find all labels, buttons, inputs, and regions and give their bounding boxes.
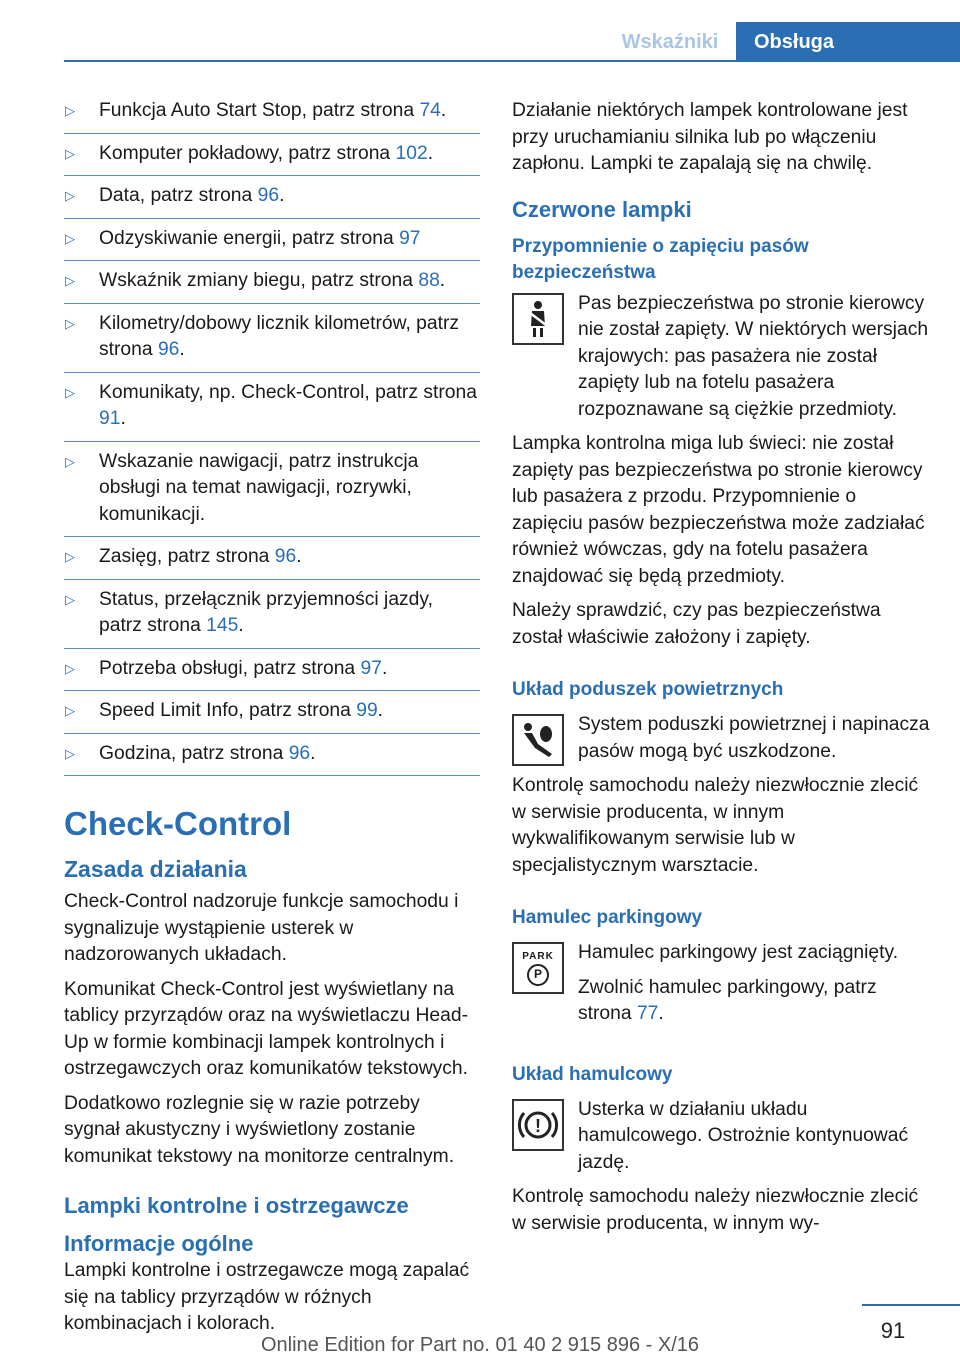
paragraph: Zwolnić hamulec parkingowy, patrz strona 77. xyxy=(578,976,877,1024)
page-reference-link[interactable]: 77 xyxy=(636,1003,659,1024)
right-column xyxy=(512,98,930,1245)
bullet-triangle-icon: ▷ xyxy=(65,273,75,288)
list-item: ▷ Komputer pokładowy, patrz strona 102. xyxy=(64,141,480,177)
header-rule xyxy=(64,60,960,62)
paragraph: Należy sprawdzić, czy pas bezpieczeństwa został właściwie założony i zapięty. xyxy=(512,600,881,648)
bullet-triangle-icon: ▷ xyxy=(65,145,75,161)
list-item: ▷ Komunikaty, np. Check-Control, patrz strona 91. xyxy=(64,380,480,442)
left-column xyxy=(64,98,480,1346)
bullet-triangle-icon: ▷ xyxy=(65,703,75,718)
page-reference-link[interactable]: 96 xyxy=(257,185,280,206)
brake-system-indicator-block xyxy=(512,1097,930,1185)
list-item: ▷ Potrzeba obsługi, patrz strona 97. xyxy=(64,656,480,692)
paragraph: Usterka w działaniu układu hamulcowego. Ostrożnie kontynuować jazdę. xyxy=(578,1098,909,1173)
list-item: ▷ Kilometry/dobowy licznik kilometrów, patrz strona 96. xyxy=(64,311,480,373)
heading-hamulec-parkingowy: Hamulec parkingowy xyxy=(512,907,703,928)
list-item: ▷ Wskaźnik zmiany biegu, patrz strona 88. xyxy=(64,268,480,304)
list-item: ▷ Funkcja Auto Start Stop, patrz strona 74. xyxy=(64,98,480,134)
page-reference-link[interactable]: 91 xyxy=(99,408,121,429)
page-number: 91 xyxy=(880,1318,906,1343)
heading-przypomnienie-pasow: Przypomnienie o zapięciu pasów bezpieczeństwa xyxy=(512,235,809,283)
heading-check-control: Check-Control xyxy=(64,805,292,842)
seatbelt-indicator-block xyxy=(512,291,930,432)
bullet-triangle-icon: ▷ xyxy=(65,660,75,676)
header-section-tab: Wskaźniki xyxy=(621,31,719,53)
bullet-triangle-icon: ▷ xyxy=(65,384,75,400)
airbag-indicator-block xyxy=(512,712,930,773)
paragraph: Kontrolę samochodu należy niezwłocznie zlecić w serwisie producenta, w innym wy- xyxy=(512,1186,919,1234)
header-chapter-tab: Obsługa xyxy=(736,22,960,60)
bullet-triangle-icon: ▷ xyxy=(65,315,75,331)
footer-rule xyxy=(862,1304,960,1306)
page-reference-link[interactable]: 97 xyxy=(360,657,382,679)
paragraph: Dodatkowo rozlegnie się w razie potrzeby sygnał akustyczny i wyświetlony zostanie komunikat tekstowy na monitorze centralnym. xyxy=(64,1092,455,1167)
page-reference-link[interactable]: 99 xyxy=(356,700,378,721)
page-reference-link[interactable]: 97 xyxy=(399,227,421,249)
bullet-triangle-icon: ▷ xyxy=(65,453,75,469)
heading-czerwone-lampki: Czerwone lampki xyxy=(512,196,692,222)
list-item: ▷ Godzina, patrz strona 96. xyxy=(64,741,480,777)
page-reference-link[interactable]: 96 xyxy=(274,546,297,567)
list-item: ▷ Status, przełącznik przyjemności jazdy, patrz strona 145. xyxy=(64,587,480,649)
heading-zasada-dzialania: Zasada działania xyxy=(64,856,247,882)
paragraph: Pas bezpieczeństwa po stronie kierowcy nie został zapięty. W niektórych wersjach krajowych: pas pasażera nie został zapięty lub na fotelu pasażera rozpoznawane są ciężkie przedmioty. xyxy=(578,292,929,420)
paragraph: Hamulec parkingowy jest zaciągnięty. xyxy=(578,942,899,963)
paragraph: Check-Control nadzoruje funkcje samochodu i sygnalizuje wystąpienie usterek w nadzorowanych układach. xyxy=(64,891,459,965)
parking-brake-icon xyxy=(512,942,564,994)
brake-warning-icon xyxy=(512,1099,564,1151)
heading-poduszki: Układ poduszek powietrznych xyxy=(512,679,784,700)
page-reference-link[interactable]: 145 xyxy=(206,615,239,636)
park-label: PARK xyxy=(522,950,554,962)
paragraph: Działanie niektórych lampek kontrolowane jest przy uruchamianiu silnika lub po włączeniu zapłonu. Lampki te zapalają się na chwilę. xyxy=(512,100,908,174)
page-reference-link[interactable]: 96 xyxy=(288,742,311,764)
park-circle xyxy=(527,964,549,986)
reference-list xyxy=(64,98,480,776)
page-reference-link[interactable]: 88 xyxy=(418,270,440,291)
page-reference-link[interactable]: 74 xyxy=(419,100,441,121)
bullet-triangle-icon: ▷ xyxy=(65,188,75,203)
list-item: ▷ Zasięg, patrz strona 96. xyxy=(64,544,480,580)
list-item: ▷ Wskazanie nawigacji, patrz instrukcja obsługi na temat nawigacji, rozrywki, komunikacji. xyxy=(64,449,480,538)
paragraph: Lampka kontrolna miga lub świeci: nie został zapięty pas bezpieczeństwa po stronie kierowcy lub pasażera z przodu. Przypomnienie o zapięciu pasów bezpieczeństwa może zadziałać również wówczas, gdy na fotelu pasażera znajdować się będą przedmioty. xyxy=(512,433,925,587)
paragraph: System poduszki powietrznej i napinacza pasów mogą być uszkodzone. xyxy=(578,714,930,762)
park-symbol: P xyxy=(533,967,542,982)
paragraph: Lampki kontrolne i ostrzegawcze mogą zapalać się na tablicy przyrządów w różnych kombinacjach i kolorach. xyxy=(64,1260,470,1334)
bullet-triangle-icon: ▷ xyxy=(65,230,75,246)
bullet-triangle-icon: ▷ xyxy=(65,745,75,761)
page-reference-link[interactable]: 96 xyxy=(157,339,180,360)
list-item: ▷ Data, patrz strona 96. xyxy=(64,183,480,219)
list-item: ▷ Speed Limit Info, patrz strona 99. xyxy=(64,698,480,734)
parking-brake-indicator-block xyxy=(512,940,930,1036)
bullet-triangle-icon: ▷ xyxy=(65,591,75,607)
bullet-triangle-icon: ▷ xyxy=(65,103,75,118)
edition-footer: Online Edition for Part no. 01 40 2 915 896 - X/16 xyxy=(260,1334,700,1356)
seatbelt-warning-icon xyxy=(512,293,564,345)
paragraph: Komunikat Check-Control jest wyświetlany na tablicy przyrządów oraz na wyświetlaczu Head-Up w formie kombinacji lampek kontrolnych i ostrzegawczych oraz komunikatów tekstowych. xyxy=(64,978,468,1079)
heading-lampki-kontrolne: Lampki kontrolne i ostrzegawcze xyxy=(64,1193,409,1218)
list-item: ▷ Odzyskiwanie energii, patrz strona 97 xyxy=(64,226,480,262)
paragraph: Kontrolę samochodu należy niezwłocznie zlecić w serwisie producenta, w innym wykwalifikowanym serwisie lub w specjalistycznym warsztacie. xyxy=(512,775,919,876)
airbag-warning-icon xyxy=(512,714,564,766)
bullet-triangle-icon: ▷ xyxy=(65,549,75,564)
heading-uklad-hamulcowy: Układ hamulcowy xyxy=(512,1063,673,1085)
brake-symbol: ! xyxy=(535,1115,541,1136)
page-reference-link[interactable]: 102 xyxy=(395,142,428,164)
heading-informacje-ogolne: Informacje ogólne xyxy=(64,1231,254,1256)
